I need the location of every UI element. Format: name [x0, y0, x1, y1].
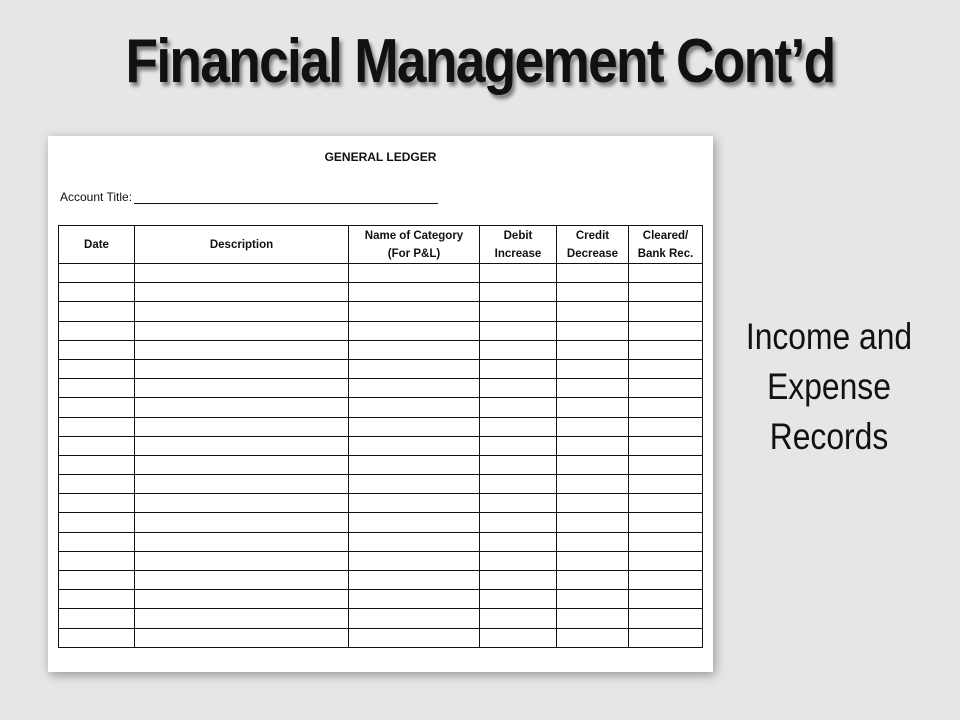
- ledger-cell: [557, 513, 629, 532]
- ledger-cell: [480, 475, 557, 494]
- ledger-cell: [480, 283, 557, 302]
- ledger-cell: [557, 455, 629, 474]
- ledger-cell: [349, 455, 480, 474]
- ledger-cell: [480, 264, 557, 283]
- ledger-cell: [557, 494, 629, 513]
- ledger-cell: [557, 551, 629, 570]
- ledger-cell: [629, 494, 703, 513]
- ledger-cell: [349, 571, 480, 590]
- ledger-cell: [135, 379, 349, 398]
- ledger-row: [59, 283, 703, 302]
- ledger-cell: [557, 302, 629, 321]
- column-header-debit: Debit Increase: [480, 226, 557, 264]
- ledger-cell: [349, 359, 480, 378]
- ledger-cell: [59, 609, 135, 628]
- ledger-cell: [480, 455, 557, 474]
- ledger-cell: [135, 551, 349, 570]
- side-caption-line: Records: [769, 416, 889, 457]
- column-header-cleared: Cleared/ Bank Rec.: [629, 226, 703, 264]
- ledger-row: [59, 436, 703, 455]
- ledger-cell: [557, 340, 629, 359]
- ledger-cell: [557, 264, 629, 283]
- ledger-body: [59, 264, 703, 648]
- ledger-cell: [349, 398, 480, 417]
- ledger-row: [59, 264, 703, 283]
- ledger-cell: [135, 264, 349, 283]
- ledger-cell: [480, 494, 557, 513]
- ledger-row: [59, 513, 703, 532]
- ledger-cell: [557, 436, 629, 455]
- ledger-cell: [135, 359, 349, 378]
- ledger-cell: [629, 321, 703, 340]
- side-caption-line: Expense: [767, 366, 891, 407]
- ledger-cell: [480, 436, 557, 455]
- column-header-date: Date: [59, 226, 135, 264]
- ledger-cell: [135, 513, 349, 532]
- ledger-cell: [557, 379, 629, 398]
- ledger-cell: [629, 417, 703, 436]
- side-caption: [737, 312, 921, 462]
- ledger-cell: [135, 590, 349, 609]
- ledger-cell: [135, 417, 349, 436]
- ledger-cell: [349, 532, 480, 551]
- ledger-header-row: [59, 226, 703, 264]
- ledger-row: [59, 609, 703, 628]
- ledger-cell: [59, 321, 135, 340]
- ledger-cell: [59, 379, 135, 398]
- ledger-cell: [59, 590, 135, 609]
- ledger-cell: [480, 359, 557, 378]
- ledger-cell: [480, 398, 557, 417]
- ledger-cell: [480, 417, 557, 436]
- ledger-cell: [135, 455, 349, 474]
- ledger-cell: [557, 590, 629, 609]
- ledger-cell: [59, 494, 135, 513]
- ledger-cell: [59, 532, 135, 551]
- ledger-cell: [480, 513, 557, 532]
- ledger-cell: [480, 321, 557, 340]
- slide-title: Financial Management Cont’d: [125, 27, 835, 96]
- ledger-cell: [59, 398, 135, 417]
- ledger-row: [59, 532, 703, 551]
- account-title-label: Account Title:: [60, 190, 133, 204]
- ledger-cell: [629, 571, 703, 590]
- ledger-cell: [59, 302, 135, 321]
- ledger-cell: [349, 628, 480, 647]
- ledger-cell: [349, 590, 480, 609]
- ledger-cell: [349, 379, 480, 398]
- ledger-cell: [557, 475, 629, 494]
- column-header-description: Description: [135, 226, 349, 264]
- ledger-cell: [557, 571, 629, 590]
- ledger-cell: [629, 532, 703, 551]
- account-title-blank-line: [134, 191, 438, 204]
- ledger-cell: [349, 302, 480, 321]
- ledger-cell: [59, 475, 135, 494]
- ledger-cell: [349, 475, 480, 494]
- ledger-cell: [480, 571, 557, 590]
- ledger-row: [59, 321, 703, 340]
- ledger-cell: [480, 340, 557, 359]
- ledger-cell: [349, 494, 480, 513]
- ledger-cell: [59, 436, 135, 455]
- ledger-cell: [629, 379, 703, 398]
- ledger-cell: [480, 551, 557, 570]
- ledger-title: GENERAL LEDGER: [324, 150, 437, 164]
- ledger-cell: [59, 340, 135, 359]
- ledger-cell: [59, 513, 135, 532]
- ledger-cell: [349, 283, 480, 302]
- ledger-cell: [629, 283, 703, 302]
- ledger-cell: [629, 264, 703, 283]
- ledger-cell: [135, 321, 349, 340]
- ledger-cell: [629, 436, 703, 455]
- ledger-cell: [59, 417, 135, 436]
- ledger-cell: [480, 532, 557, 551]
- general-ledger-form: [48, 136, 713, 672]
- ledger-row: [59, 475, 703, 494]
- ledger-row: [59, 359, 703, 378]
- ledger-cell: [629, 302, 703, 321]
- ledger-cell: [135, 340, 349, 359]
- ledger-cell: [557, 321, 629, 340]
- ledger-cell: [135, 283, 349, 302]
- ledger-cell: [135, 475, 349, 494]
- ledger-row: [59, 628, 703, 647]
- side-caption-line: Income and: [745, 316, 913, 357]
- ledger-cell: [349, 513, 480, 532]
- ledger-cell: [480, 628, 557, 647]
- ledger-cell: [557, 628, 629, 647]
- ledger-cell: [629, 340, 703, 359]
- ledger-cell: [480, 302, 557, 321]
- ledger-cell: [557, 417, 629, 436]
- ledger-cell: [629, 455, 703, 474]
- ledger-cell: [557, 609, 629, 628]
- ledger-cell: [629, 590, 703, 609]
- ledger-cell: [59, 571, 135, 590]
- ledger-cell: [629, 551, 703, 570]
- ledger-cell: [135, 609, 349, 628]
- column-header-credit: Credit Decrease: [557, 226, 629, 264]
- ledger-cell: [135, 494, 349, 513]
- ledger-cell: [349, 340, 480, 359]
- ledger-cell: [59, 455, 135, 474]
- ledger-cell: [480, 609, 557, 628]
- ledger-cell: [629, 609, 703, 628]
- ledger-cell: [59, 264, 135, 283]
- ledger-row: [59, 494, 703, 513]
- ledger-cell: [135, 628, 349, 647]
- ledger-row: [59, 455, 703, 474]
- ledger-cell: [135, 302, 349, 321]
- ledger-cell: [59, 551, 135, 570]
- ledger-cell: [480, 379, 557, 398]
- ledger-cell: [135, 398, 349, 417]
- ledger-cell: [349, 609, 480, 628]
- ledger-cell: [59, 359, 135, 378]
- ledger-table: [58, 225, 703, 648]
- ledger-cell: [349, 436, 480, 455]
- ledger-cell: [557, 398, 629, 417]
- ledger-cell: [629, 398, 703, 417]
- ledger-cell: [135, 436, 349, 455]
- ledger-cell: [349, 264, 480, 283]
- ledger-cell: [349, 321, 480, 340]
- ledger-row: [59, 417, 703, 436]
- ledger-row: [59, 340, 703, 359]
- ledger-cell: [349, 551, 480, 570]
- ledger-row: [59, 302, 703, 321]
- ledger-cell: [135, 571, 349, 590]
- ledger-cell: [557, 283, 629, 302]
- ledger-cell: [629, 475, 703, 494]
- ledger-cell: [629, 359, 703, 378]
- ledger-cell: [629, 628, 703, 647]
- ledger-cell: [59, 283, 135, 302]
- ledger-row: [59, 398, 703, 417]
- account-title-row: [60, 190, 438, 204]
- ledger-row: [59, 379, 703, 398]
- ledger-cell: [349, 417, 480, 436]
- ledger-cell: [557, 532, 629, 551]
- ledger-cell: [629, 513, 703, 532]
- ledger-cell: [480, 590, 557, 609]
- ledger-cell: [59, 628, 135, 647]
- ledger-row: [59, 571, 703, 590]
- column-header-category: Name of Category (For P&L): [349, 226, 480, 264]
- ledger-cell: [135, 532, 349, 551]
- ledger-row: [59, 590, 703, 609]
- ledger-cell: [557, 359, 629, 378]
- ledger-row: [59, 551, 703, 570]
